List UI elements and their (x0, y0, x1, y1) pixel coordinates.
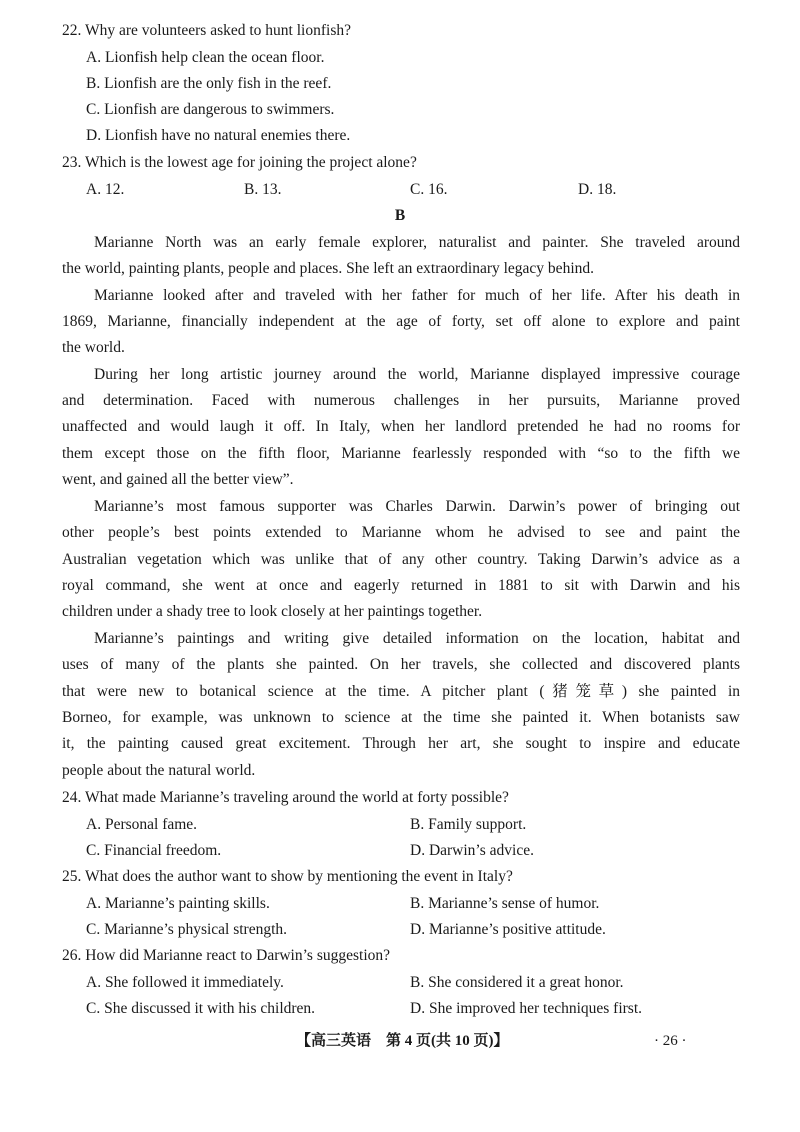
footer-page-info: 【高三英语 第 4 页(共 10 页)】 (296, 1033, 509, 1049)
passage-line: unaffected and would laugh it off. In Italy, when her landlord pretended he had no rooms for (62, 418, 740, 435)
question-23-option-c: C. 16. (410, 181, 448, 198)
question-26-stem: 26. How did Marianne react to Darwin’s suggestion? (62, 947, 391, 964)
question-25-option-c: C. Marianne’s physical strength. (86, 921, 288, 938)
question-24-option-d: D. Darwin’s advice. (410, 842, 534, 859)
passage-line: 1869, Marianne, financially independent at the age of forty, set off alone to explore and paint (62, 313, 740, 330)
question-25-option-a: A. Marianne’s painting skills. (86, 895, 270, 912)
question-26-option-b: B. She considered it a great honor. (410, 974, 624, 991)
passage-line: it, the painting caused great excitement. Through her art, she sought to inspire and educate (62, 735, 740, 752)
passage-line: them except those on the fifth floor, Marianne fearlessly responded with “so to the fifth we (62, 445, 740, 462)
question-23-option-d: D. 18. (578, 181, 617, 198)
question-22-option-b: B. Lionfish are the only fish in the reef. (86, 75, 332, 92)
question-23-option-a: A. 12. (86, 181, 125, 198)
passage-line: royal command, she went at once and eagerly returned in 1881 to sit with Darwin and his (62, 577, 740, 594)
passage-line: that were new to botanical science at the time. A pitcher plant (猪笼草) she painted in (62, 683, 740, 700)
question-26-option-d: D. She improved her techniques first. (410, 1000, 643, 1017)
question-22-option-a: A. Lionfish help clean the ocean floor. (86, 49, 325, 66)
question-24-option-b: B. Family support. (410, 816, 527, 833)
passage-line: During her long artistic journey around the world, Marianne displayed impressive courage (94, 366, 740, 383)
question-22-option-d: D. Lionfish have no natural enemies there. (86, 127, 351, 144)
question-25-stem: 25. What does the author want to show by mentioning the event in Italy? (62, 868, 513, 885)
passage-line: Marianne North was an early female explorer, naturalist and painter. She traveled around (94, 234, 740, 251)
passage-line: Borneo, for example, was unknown to science at the time she painted it. When botanists saw (62, 709, 740, 726)
passage-line: Australian vegetation which was unlike that of any other country. Taking Darwin’s advice as a (62, 551, 740, 568)
passage-line: Marianne’s paintings and writing give detailed information on the location, habitat and (94, 630, 740, 647)
passage-line: the world, painting plants, people and places. She left an extraordinary legacy behind. (62, 260, 594, 277)
passage-line: Marianne’s most famous supporter was Charles Darwin. Darwin’s power of bringing out (94, 498, 740, 515)
passage-line: Marianne looked after and traveled with her father for much of her life. After his death in (94, 287, 740, 304)
question-22-option-c: C. Lionfish are dangerous to swimmers. (86, 101, 335, 118)
question-26-option-c: C. She discussed it with his children. (86, 1000, 316, 1017)
question-26-option-a: A. She followed it immediately. (86, 974, 284, 991)
passage-line: and determination. Faced with numerous challenges in her pursuits, Marianne proved (62, 392, 740, 409)
question-25-option-d: D. Marianne’s positive attitude. (410, 921, 606, 938)
section-label: B (394, 207, 406, 224)
question-23-stem: 23. Which is the lowest age for joining the project alone? (62, 154, 417, 171)
passage-line: the world. (62, 339, 125, 356)
passage-line: other people’s best points extended to Marianne whom he advised to see and paint the (62, 524, 740, 541)
footer-page-number: · 26 · (654, 1033, 687, 1049)
question-24-option-c: C. Financial freedom. (86, 842, 222, 859)
question-22-stem: 22. Why are volunteers asked to hunt lionfish? (62, 22, 351, 39)
passage-line: uses of many of the plants she painted. On her travels, she collected and discovered plants (62, 656, 740, 673)
passage-line: people about the natural world. (62, 762, 256, 779)
passage-line: children under a shady tree to look closely at her paintings together. (62, 603, 483, 620)
question-25-option-b: B. Marianne’s sense of humor. (410, 895, 600, 912)
question-23-option-b: B. 13. (244, 181, 282, 198)
question-24-option-a: A. Personal fame. (86, 816, 198, 833)
passage-line: went, and gained all the better view”. (62, 471, 294, 488)
question-24-stem: 24. What made Marianne’s traveling around the world at forty possible? (62, 789, 509, 806)
